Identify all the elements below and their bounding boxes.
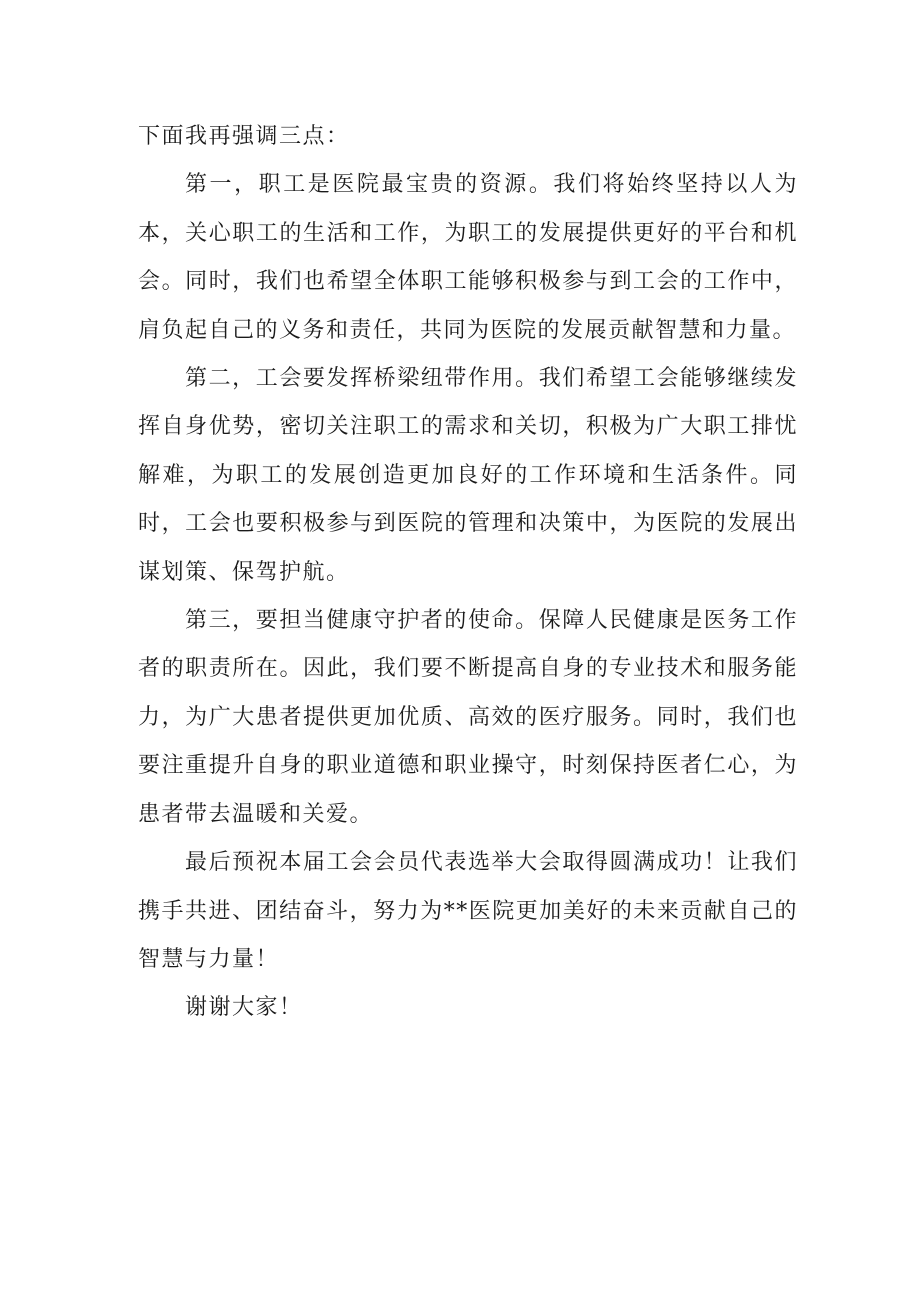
thanks-paragraph: 谢谢大家！ (185, 995, 303, 1021)
intro-paragraph: 下面我再强调三点： (138, 124, 350, 149)
second-point-paragraph: 第二，工会要发挥桥梁纽带作用。我们希望工会能够继续发挥自身优势，密切关注职工的需求和关切，积极为广大职工排忧解难，为职工的发展创造更加良好的工作环境和生活条件。同时，工会也要积极参与到医院的管理和决策中，为医院的发展出谋划策、保驾护航。 (138, 366, 798, 585)
document-page (138, 113, 798, 1033)
closing-wish-paragraph: 最后预祝本届工会会员代表选举大会取得圆满成功！让我们携手共进、团结奋斗，努力为**医院更加美好的未来贡献自己的智慧与力量！ (138, 850, 798, 972)
first-point-paragraph: 第一，职工是医院最宝贵的资源。我们将始终坚持以人为本，关心职工的生活和工作，为职工的发展提供更好的平台和机会。同时，我们也希望全体职工能够积极参与到工会的工作中，肩负起自己的义务和责任，共同为医院的发展贡献智慧和力量。 (138, 172, 798, 343)
third-point-paragraph: 第三，要担当健康守护者的使命。保障人民健康是医务工作者的职责所在。因此，我们要不断提高自身的专业技术和服务能力，为广大患者提供更加优质、高效的医疗服务。同时，我们也要注重提升自身的职业道德和职业操守，时刻保持医者仁心，为患者带去温暖和关爱。 (138, 608, 798, 827)
